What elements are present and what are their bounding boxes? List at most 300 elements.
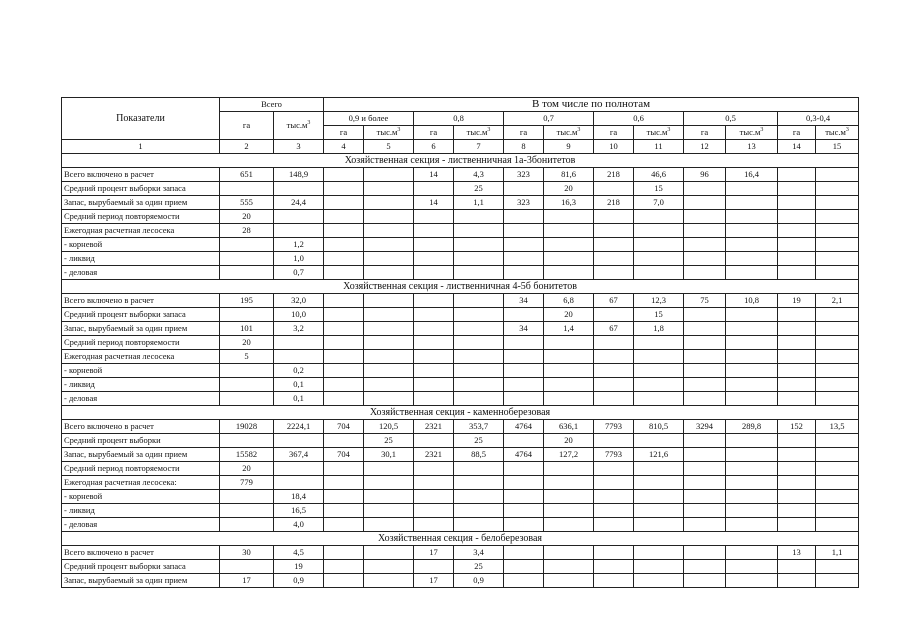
section-title: Хозяйственная секция - лиственничная 1а-3бонитетов bbox=[62, 154, 859, 168]
table-cell bbox=[504, 392, 544, 406]
table-cell bbox=[684, 238, 726, 252]
table-cell bbox=[220, 560, 274, 574]
section-header-row bbox=[62, 154, 859, 168]
table-cell: 25 bbox=[454, 434, 504, 448]
table-cell bbox=[454, 462, 504, 476]
row-label: - деловая bbox=[62, 392, 220, 406]
table-cell bbox=[414, 434, 454, 448]
table-cell bbox=[544, 224, 594, 238]
table-cell bbox=[454, 252, 504, 266]
table-cell bbox=[816, 434, 859, 448]
table-cell bbox=[816, 504, 859, 518]
table-cell bbox=[816, 210, 859, 224]
table-cell bbox=[364, 224, 414, 238]
table-cell bbox=[778, 476, 816, 490]
table-row bbox=[62, 210, 859, 224]
table-cell bbox=[544, 238, 594, 252]
table-row bbox=[62, 574, 859, 588]
table-cell: 195 bbox=[220, 294, 274, 308]
column-number: 13 bbox=[726, 140, 778, 154]
table-cell bbox=[364, 392, 414, 406]
table-cell: 2321 bbox=[414, 420, 454, 434]
table-cell bbox=[414, 560, 454, 574]
column-number: 1 bbox=[62, 140, 220, 154]
table-cell bbox=[726, 266, 778, 280]
table-cell bbox=[634, 378, 684, 392]
table-cell: 32,0 bbox=[274, 294, 324, 308]
table-cell bbox=[364, 462, 414, 476]
table-cell bbox=[414, 462, 454, 476]
table-cell bbox=[324, 322, 364, 336]
row-label: Всего включено в расчет bbox=[62, 294, 220, 308]
table-row bbox=[62, 168, 859, 182]
table-cell bbox=[274, 462, 324, 476]
table-cell bbox=[778, 574, 816, 588]
table-cell: 1,2 bbox=[274, 238, 324, 252]
table-cell bbox=[364, 378, 414, 392]
table-cell bbox=[414, 322, 454, 336]
table-header bbox=[62, 98, 859, 154]
table-cell bbox=[816, 574, 859, 588]
table-cell bbox=[684, 224, 726, 238]
header-total-ha: га bbox=[220, 112, 274, 140]
table-cell bbox=[594, 252, 634, 266]
table-cell bbox=[364, 252, 414, 266]
table-cell bbox=[274, 210, 324, 224]
column-number: 2 bbox=[220, 140, 274, 154]
table-cell: 0,7 bbox=[274, 266, 324, 280]
table-cell bbox=[504, 504, 544, 518]
table-cell bbox=[544, 378, 594, 392]
table-cell bbox=[684, 336, 726, 350]
table-cell bbox=[324, 252, 364, 266]
table-cell bbox=[274, 336, 324, 350]
table-cell: 15 bbox=[634, 182, 684, 196]
table-cell bbox=[726, 252, 778, 266]
table-cell bbox=[684, 350, 726, 364]
table-cell bbox=[816, 392, 859, 406]
table-cell bbox=[684, 392, 726, 406]
table-cell bbox=[220, 238, 274, 252]
table-cell bbox=[220, 308, 274, 322]
table-cell bbox=[364, 308, 414, 322]
table-cell: 1,1 bbox=[454, 196, 504, 210]
table-cell bbox=[324, 210, 364, 224]
table-cell bbox=[414, 350, 454, 364]
table-cell bbox=[726, 308, 778, 322]
table-cell: 289,8 bbox=[726, 420, 778, 434]
table-cell bbox=[684, 308, 726, 322]
table-cell bbox=[778, 336, 816, 350]
table-cell bbox=[594, 336, 634, 350]
column-number: 5 bbox=[364, 140, 414, 154]
table-cell bbox=[324, 364, 364, 378]
table-cell bbox=[324, 266, 364, 280]
header-unit-volume: $тыс.м^3$ bbox=[816, 126, 859, 140]
table-cell bbox=[324, 224, 364, 238]
table-cell bbox=[414, 224, 454, 238]
section-header-row bbox=[62, 532, 859, 546]
table-cell: 46,6 bbox=[634, 168, 684, 182]
header-unit-ha: га bbox=[778, 126, 816, 140]
table-cell bbox=[726, 196, 778, 210]
table-cell: 1,8 bbox=[634, 322, 684, 336]
header-unit-ha: га bbox=[504, 126, 544, 140]
table-cell bbox=[324, 378, 364, 392]
table-cell bbox=[726, 448, 778, 462]
table-cell bbox=[504, 238, 544, 252]
table-cell: 17 bbox=[220, 574, 274, 588]
table-row bbox=[62, 364, 859, 378]
table-cell bbox=[324, 504, 364, 518]
table-cell: 6,8 bbox=[544, 294, 594, 308]
table-cell bbox=[454, 224, 504, 238]
table-cell bbox=[544, 336, 594, 350]
table-cell: 121,6 bbox=[634, 448, 684, 462]
header-unit-volume: $тыс.м^3$ bbox=[634, 126, 684, 140]
table-cell bbox=[364, 504, 414, 518]
header-density: 0,5 bbox=[684, 112, 778, 126]
table-cell bbox=[504, 574, 544, 588]
table-cell bbox=[454, 336, 504, 350]
row-label: - ликвид bbox=[62, 378, 220, 392]
table-cell: 10,8 bbox=[726, 294, 778, 308]
table-cell: 218 bbox=[594, 168, 634, 182]
table-cell bbox=[594, 364, 634, 378]
row-label: Ежегодная расчетная лесосека bbox=[62, 350, 220, 364]
table-cell bbox=[324, 490, 364, 504]
table-cell: 152 bbox=[778, 420, 816, 434]
row-label: Всего включено в расчет bbox=[62, 420, 220, 434]
table-cell bbox=[220, 182, 274, 196]
table-cell bbox=[364, 266, 414, 280]
table-cell bbox=[634, 574, 684, 588]
row-label: Всего включено в расчет bbox=[62, 168, 220, 182]
table-cell: 3,4 bbox=[454, 546, 504, 560]
table-cell bbox=[816, 336, 859, 350]
table-cell bbox=[594, 308, 634, 322]
section-title: Хозяйственная секция - белоберезовая bbox=[62, 532, 859, 546]
table-row bbox=[62, 294, 859, 308]
table-cell bbox=[778, 210, 816, 224]
table-cell: 34 bbox=[504, 322, 544, 336]
table-cell bbox=[220, 504, 274, 518]
row-label: - ликвид bbox=[62, 252, 220, 266]
table-cell: 1,0 bbox=[274, 252, 324, 266]
table-cell bbox=[220, 364, 274, 378]
table-cell bbox=[634, 518, 684, 532]
table-cell bbox=[504, 364, 544, 378]
column-number: 7 bbox=[454, 140, 504, 154]
table-cell bbox=[414, 252, 454, 266]
table-cell bbox=[414, 490, 454, 504]
table-cell bbox=[778, 378, 816, 392]
table-row bbox=[62, 392, 859, 406]
table-cell bbox=[778, 364, 816, 378]
table-cell bbox=[544, 210, 594, 224]
header-unit-ha: га bbox=[414, 126, 454, 140]
table-cell: 13,5 bbox=[816, 420, 859, 434]
table-cell bbox=[544, 462, 594, 476]
table-cell bbox=[274, 434, 324, 448]
table-cell: 7793 bbox=[594, 420, 634, 434]
table-cell bbox=[364, 294, 414, 308]
table-cell: 13 bbox=[778, 546, 816, 560]
header-unit-volume: $тыс.м^3$ bbox=[454, 126, 504, 140]
table-cell bbox=[594, 434, 634, 448]
table-cell: 636,1 bbox=[544, 420, 594, 434]
table-row bbox=[62, 462, 859, 476]
section-header-row bbox=[62, 406, 859, 420]
table-cell bbox=[414, 210, 454, 224]
table-cell: 367,4 bbox=[274, 448, 324, 462]
table-cell bbox=[544, 364, 594, 378]
table-cell bbox=[504, 252, 544, 266]
table-cell bbox=[504, 434, 544, 448]
table-cell: 25 bbox=[364, 434, 414, 448]
table-cell bbox=[726, 434, 778, 448]
table-cell: 0,1 bbox=[274, 392, 324, 406]
table-cell bbox=[684, 266, 726, 280]
table-cell bbox=[726, 322, 778, 336]
table-row bbox=[62, 448, 859, 462]
table-cell bbox=[274, 182, 324, 196]
row-label: Средний процент выборки запаса bbox=[62, 182, 220, 196]
header-unit-ha: га bbox=[324, 126, 364, 140]
table-cell bbox=[726, 364, 778, 378]
header-density: 0,8 bbox=[414, 112, 504, 126]
table-cell bbox=[684, 518, 726, 532]
table-cell bbox=[684, 210, 726, 224]
table-row bbox=[62, 504, 859, 518]
table-cell bbox=[816, 266, 859, 280]
table-cell bbox=[274, 224, 324, 238]
table-cell: 0,1 bbox=[274, 378, 324, 392]
row-label: Ежегодная расчетная лесосека: bbox=[62, 476, 220, 490]
table-cell bbox=[544, 252, 594, 266]
table-cell bbox=[726, 476, 778, 490]
table-cell bbox=[324, 434, 364, 448]
table-cell bbox=[454, 322, 504, 336]
table-cell bbox=[778, 252, 816, 266]
table-cell bbox=[594, 560, 634, 574]
table-cell: 19 bbox=[778, 294, 816, 308]
table-cell bbox=[726, 504, 778, 518]
table-cell bbox=[816, 350, 859, 364]
column-number: 10 bbox=[594, 140, 634, 154]
table-cell bbox=[816, 378, 859, 392]
table-cell bbox=[726, 224, 778, 238]
table-cell bbox=[364, 322, 414, 336]
table-cell bbox=[454, 490, 504, 504]
table-cell bbox=[816, 518, 859, 532]
table-cell bbox=[364, 238, 414, 252]
table-cell bbox=[504, 350, 544, 364]
table-cell bbox=[778, 168, 816, 182]
table-cell bbox=[220, 378, 274, 392]
table-cell bbox=[816, 322, 859, 336]
table-cell bbox=[414, 294, 454, 308]
table-cell bbox=[684, 574, 726, 588]
header-total-volume: $тыс.м^3$ bbox=[274, 112, 324, 140]
table-cell: 16,3 bbox=[544, 196, 594, 210]
row-label: - деловая bbox=[62, 518, 220, 532]
table-cell bbox=[816, 448, 859, 462]
table-row bbox=[62, 434, 859, 448]
table-cell bbox=[726, 238, 778, 252]
table-cell bbox=[454, 210, 504, 224]
table-cell bbox=[454, 350, 504, 364]
table-cell bbox=[726, 546, 778, 560]
table-cell bbox=[544, 350, 594, 364]
header-density: 0,3-0,4 bbox=[778, 112, 859, 126]
table-cell: 75 bbox=[684, 294, 726, 308]
table-cell bbox=[544, 266, 594, 280]
table-cell bbox=[594, 518, 634, 532]
table-cell bbox=[414, 518, 454, 532]
table-cell bbox=[324, 560, 364, 574]
table-cell: 4,5 bbox=[274, 546, 324, 560]
table-cell bbox=[634, 434, 684, 448]
table-cell bbox=[504, 560, 544, 574]
table-cell: 30 bbox=[220, 546, 274, 560]
row-label: Запас, вырубаемый за один прием bbox=[62, 322, 220, 336]
table-cell bbox=[778, 308, 816, 322]
table-cell: 323 bbox=[504, 196, 544, 210]
table-cell bbox=[634, 546, 684, 560]
table-cell: 20 bbox=[220, 336, 274, 350]
table-cell bbox=[220, 434, 274, 448]
table-cell bbox=[634, 224, 684, 238]
row-label: Запас, вырубаемый за один прием bbox=[62, 196, 220, 210]
table-cell bbox=[414, 378, 454, 392]
table-cell: 1,4 bbox=[544, 322, 594, 336]
table-cell bbox=[684, 560, 726, 574]
row-label: Средний период повторяемости bbox=[62, 210, 220, 224]
table-cell bbox=[594, 392, 634, 406]
table-row bbox=[62, 252, 859, 266]
table-cell bbox=[726, 560, 778, 574]
table-cell bbox=[324, 392, 364, 406]
table-cell bbox=[454, 378, 504, 392]
table-cell bbox=[594, 238, 634, 252]
table-cell bbox=[726, 336, 778, 350]
table-cell bbox=[726, 378, 778, 392]
table-cell: 353,7 bbox=[454, 420, 504, 434]
table-cell bbox=[324, 476, 364, 490]
table-cell bbox=[594, 182, 634, 196]
table-cell bbox=[726, 350, 778, 364]
table-cell: 18,4 bbox=[274, 490, 324, 504]
header-density: 0,7 bbox=[504, 112, 594, 126]
table-cell: 0,9 bbox=[274, 574, 324, 588]
table-cell: 3,2 bbox=[274, 322, 324, 336]
table-cell bbox=[594, 378, 634, 392]
table-row bbox=[62, 476, 859, 490]
table-cell bbox=[634, 210, 684, 224]
table-cell bbox=[594, 462, 634, 476]
table-cell bbox=[778, 518, 816, 532]
table-cell: 5 bbox=[220, 350, 274, 364]
table-cell: 0,2 bbox=[274, 364, 324, 378]
table-cell: 20 bbox=[544, 182, 594, 196]
table-cell bbox=[324, 196, 364, 210]
table-cell bbox=[414, 392, 454, 406]
table-cell: 20 bbox=[220, 462, 274, 476]
row-label: - деловая bbox=[62, 266, 220, 280]
table-cell bbox=[414, 182, 454, 196]
row-label: Средний процент выборки запаса bbox=[62, 560, 220, 574]
table-cell bbox=[324, 336, 364, 350]
table-cell bbox=[684, 504, 726, 518]
table-cell bbox=[544, 392, 594, 406]
table-cell bbox=[684, 490, 726, 504]
table-cell bbox=[544, 504, 594, 518]
table-cell bbox=[634, 490, 684, 504]
table-cell bbox=[594, 546, 634, 560]
header-unit-ha: га bbox=[594, 126, 634, 140]
table-row bbox=[62, 224, 859, 238]
column-number: 4 bbox=[324, 140, 364, 154]
column-number: 9 bbox=[544, 140, 594, 154]
table-cell bbox=[364, 350, 414, 364]
row-label: Всего включено в расчет bbox=[62, 546, 220, 560]
table-cell: 14 bbox=[414, 168, 454, 182]
header-density: 0,9 и более bbox=[324, 112, 414, 126]
table-cell bbox=[454, 238, 504, 252]
table-cell: 17 bbox=[414, 574, 454, 588]
header-unit-volume: $тыс.м^3$ bbox=[364, 126, 414, 140]
table-cell bbox=[324, 574, 364, 588]
table-cell bbox=[364, 546, 414, 560]
table-cell bbox=[816, 196, 859, 210]
table-cell: 555 bbox=[220, 196, 274, 210]
felling-calculation-table bbox=[61, 97, 859, 588]
table-cell bbox=[634, 504, 684, 518]
table-cell bbox=[220, 252, 274, 266]
table-cell bbox=[414, 308, 454, 322]
table-cell bbox=[220, 266, 274, 280]
table-cell bbox=[454, 294, 504, 308]
table-cell: 704 bbox=[324, 420, 364, 434]
table-cell bbox=[778, 322, 816, 336]
table-cell bbox=[324, 238, 364, 252]
table-cell: 4,0 bbox=[274, 518, 324, 532]
section-header-row bbox=[62, 280, 859, 294]
table-cell: 34 bbox=[504, 294, 544, 308]
table-cell bbox=[594, 504, 634, 518]
row-label: Средний период повторяемости bbox=[62, 462, 220, 476]
table-cell bbox=[414, 238, 454, 252]
table-cell bbox=[684, 546, 726, 560]
table-cell bbox=[634, 252, 684, 266]
row-label: - корневой bbox=[62, 364, 220, 378]
table-cell bbox=[594, 490, 634, 504]
row-label: Запас, вырубаемый за один прием bbox=[62, 574, 220, 588]
table-cell: 810,5 bbox=[634, 420, 684, 434]
table-cell bbox=[364, 168, 414, 182]
table-cell bbox=[454, 504, 504, 518]
table-cell bbox=[220, 392, 274, 406]
column-number: 12 bbox=[684, 140, 726, 154]
table-cell: 12,3 bbox=[634, 294, 684, 308]
table-cell bbox=[684, 322, 726, 336]
table-cell bbox=[816, 308, 859, 322]
table-cell bbox=[544, 476, 594, 490]
table-cell bbox=[504, 182, 544, 196]
table-cell bbox=[454, 392, 504, 406]
table-cell bbox=[364, 518, 414, 532]
